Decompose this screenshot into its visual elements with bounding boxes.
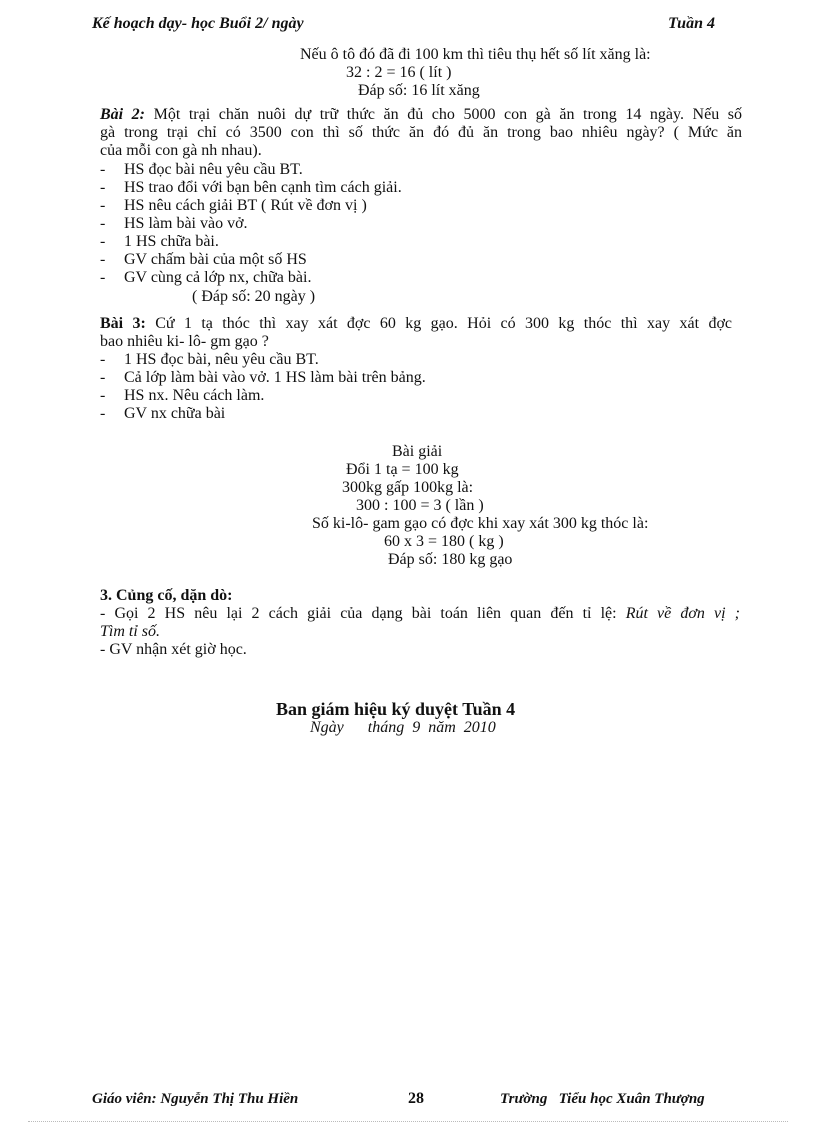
bai2-answer: ( Đáp số: 20 ngày ) — [192, 288, 316, 305]
bai3-step-2: Cả lớp làm bài vào vở. 1 HS làm bài trên bảng. — [124, 369, 426, 386]
solution-title: Bài giải — [392, 443, 443, 460]
bullet-dash: - — [100, 269, 106, 286]
header-week: Tuần 4 — [668, 15, 715, 32]
top-line-2: 32 : 2 = 16 ( lít ) — [346, 64, 452, 81]
approval-title: Ban giám hiệu ký duyệt Tuần 4 — [276, 699, 516, 719]
footer-school: Trường Tiểu học Xuân Thượng — [500, 1091, 705, 1107]
bullet-dash: - — [100, 215, 106, 232]
footer-teacher: Giáo viên: Nguyễn Thị Thu Hiền — [92, 1091, 299, 1107]
page-number: 28 — [408, 1090, 424, 1107]
bullet-dash: - — [100, 387, 106, 404]
header-title: Kế hoạch dạy- học Buổi 2/ ngày — [92, 15, 304, 32]
bai2-label: Bài 2: — [100, 106, 146, 123]
bai2-step-5: 1 HS chữa bài. — [124, 233, 219, 250]
bai2-step-1: HS đọc bài nêu yêu cầu BT. — [124, 161, 303, 178]
bullet-dash: - — [100, 351, 106, 368]
bai2-text-2: gà trong trại chỉ có 3500 con thì số thức ăn đó đủ ăn trong bao nhiêu ngày? ( Mức ăn — [100, 124, 742, 141]
solution-line-3: 300 : 100 = 3 ( lần ) — [356, 497, 484, 514]
bai3-label: Bài 3: — [100, 315, 146, 332]
bai2-step-7: GV cùng cả lớp nx, chữa bài. — [124, 269, 312, 286]
consolidation-heading: 3. Củng cố, dặn dò: — [100, 587, 233, 604]
bai2-text-3: của mỗi con gà nh nhau). — [100, 142, 262, 159]
bai3-text-2: bao nhiêu ki- lô- gm gạo ? — [100, 333, 269, 350]
bai3-step-3: HS nx. Nêu cách làm. — [124, 387, 265, 404]
bai2-paragraph-line-1 — [100, 106, 742, 124]
consolidation-method-1: Rút về đơn vị ; — [625, 605, 741, 622]
bullet-dash: - — [100, 405, 106, 422]
bai2-text-1: Một trại chăn nuôi dự trữ thức ăn đủ cho 5000 con gà ăn trong 14 ngày. Nếu số — [153, 106, 743, 123]
bullet-dash: - — [100, 197, 106, 214]
top-line-3: Đáp số: 16 lít xăng — [358, 82, 480, 99]
solution-line-4: Số ki-lô- gam gạo có đợc khi xay xát 300 kg thóc là: — [312, 515, 649, 532]
solution-line-6: Đáp số: 180 kg gạo — [388, 551, 513, 568]
bullet-dash: - — [100, 161, 106, 178]
bai2-step-6: GV chấm bài của một số HS — [124, 251, 307, 268]
bai3-paragraph-line-1 — [100, 315, 732, 333]
bai3-step-1: 1 HS đọc bài, nêu yêu cầu BT. — [124, 351, 319, 368]
approval-date: Ngày tháng 9 năm 2010 — [310, 719, 496, 736]
bai2-step-3: HS nêu cách giải BT ( Rút về đơn vị ) — [124, 197, 367, 214]
consolidation-method-2: Tìm tỉ số. — [100, 623, 161, 640]
bai2-step-4: HS làm bài vào vở. — [124, 215, 248, 232]
bai2-step-2: HS trao đổi với bạn bên cạnh tìm cách giải. — [124, 179, 402, 196]
top-line-1: Nếu ô tô đó đã đi 100 km thì tiêu thụ hết số lít xăng là: — [300, 46, 651, 63]
consolidation-line-3: - GV nhận xét giờ học. — [100, 641, 247, 658]
consolidation-text: - Gọi 2 HS nêu lại 2 cách giải của dạng bài toán liên quan đến tỉ lệ: — [100, 605, 617, 622]
bullet-dash: - — [100, 251, 106, 268]
bai3-text-1: Cứ 1 tạ thóc thì xay xát đợc 60 kg gạo. Hỏi có 300 kg thóc thì xay xát đợc — [155, 315, 733, 332]
bullet-dash: - — [100, 233, 106, 250]
footer-divider — [28, 1121, 788, 1122]
bullet-dash: - — [100, 369, 106, 386]
solution-line-5: 60 x 3 = 180 ( kg ) — [384, 533, 504, 550]
bullet-dash: - — [100, 179, 106, 196]
solution-line-1: Đổi 1 tạ = 100 kg — [346, 461, 459, 478]
bai3-step-4: GV nx chữa bài — [124, 405, 226, 422]
solution-line-2: 300kg gấp 100kg là: — [342, 479, 474, 496]
consolidation-line-1 — [100, 605, 740, 623]
